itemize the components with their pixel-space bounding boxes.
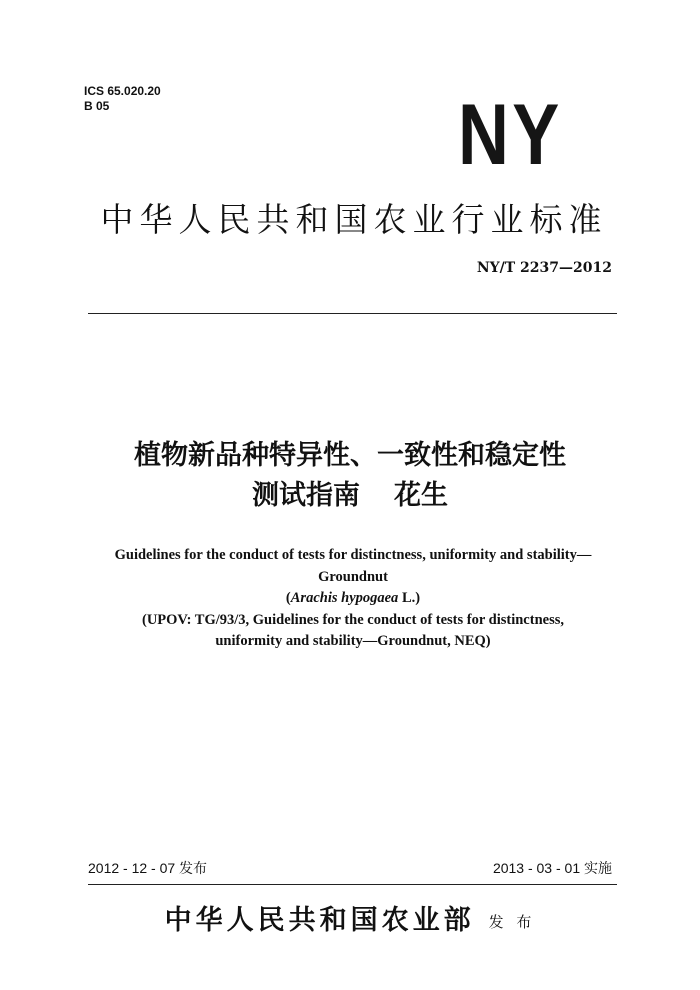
issuer-name: 中华人民共和国农业部 bbox=[164, 905, 475, 936]
english-title bbox=[60, 545, 646, 653]
implementation-date: 2013 - 03 - 01 实施 bbox=[492, 860, 612, 876]
issuing-authority bbox=[0, 903, 700, 940]
english-title-line4: (UPOV: TG/93/3, Guidelines for the conduct of tests for distinctness, bbox=[142, 611, 564, 628]
standard-number: NY/T 2237—2012 bbox=[476, 260, 612, 276]
issuer-suffix: 发 布 bbox=[488, 912, 536, 931]
chinese-title-main: 测试指南 bbox=[252, 480, 360, 511]
english-title-line5: uniformity and stability—Groundnut, NEQ) bbox=[215, 633, 491, 649]
chinese-title-line2 bbox=[0, 476, 700, 516]
classification-codes bbox=[84, 84, 161, 114]
top-divider bbox=[88, 313, 617, 314]
english-title-latin-line: (Arachis hypogaea L.) bbox=[285, 590, 421, 606]
bottom-divider bbox=[88, 884, 617, 885]
latin-name: Arachis hypogaea bbox=[290, 590, 399, 606]
chinese-title-line1: 植物新品种特异性、一致性和稳定性 bbox=[134, 440, 566, 471]
chinese-title-crop: 花生 bbox=[394, 480, 448, 511]
ny-logo: NY bbox=[458, 87, 563, 183]
chinese-title bbox=[0, 436, 700, 516]
english-title-line1: Guidelines for the conduct of tests for distinctness, uniformity and stability— bbox=[114, 547, 592, 563]
ccs-code: B 05 bbox=[84, 99, 110, 113]
english-title-line2: Groundnut bbox=[318, 568, 388, 585]
issue-date: 2012 - 12 - 07 发布 bbox=[88, 860, 208, 876]
ics-code: ICS 65.020.20 bbox=[84, 84, 161, 98]
standard-name: 中华人民共和国农业行业标准 bbox=[100, 200, 608, 239]
